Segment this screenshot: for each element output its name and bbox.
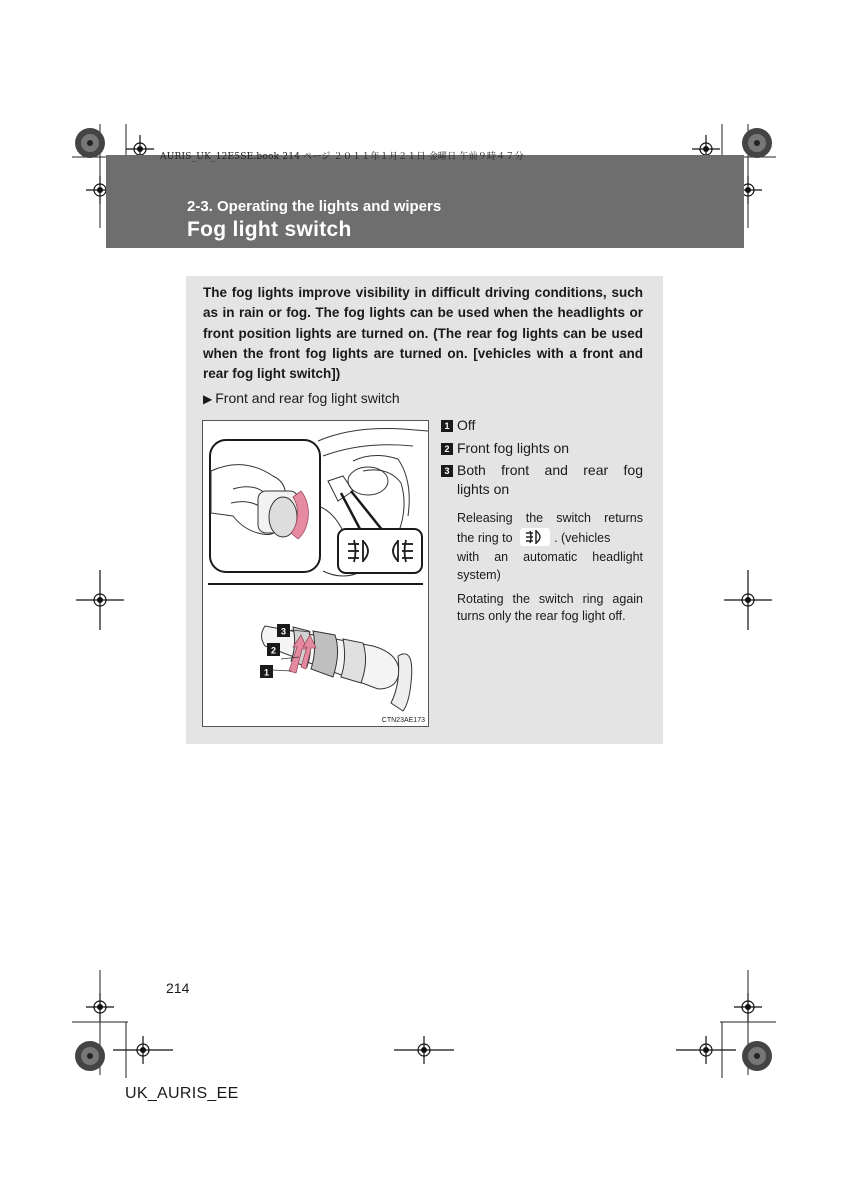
- release-note-text-b: . (vehicles: [554, 531, 611, 545]
- page-number: 214: [166, 980, 190, 996]
- release-note-line-1: Releasing the switch returns: [457, 511, 643, 525]
- release-note-line-3: with an automatic headlight: [457, 550, 643, 564]
- callout-2: 2: [270, 645, 277, 656]
- position-label: Both front and rear fog: [457, 462, 643, 478]
- position-label-cont: lights on: [457, 481, 510, 497]
- variant-label: Front and rear fog light switch: [215, 390, 400, 406]
- callout-3: 3: [280, 626, 287, 637]
- release-note-line-4: system): [457, 568, 501, 582]
- front-fog-light-icon: [520, 528, 550, 546]
- print-info: AURIS_UK_12E5SE.book 214 ページ ２０１１年１月２１日 金曜日 午前９時４７分: [160, 152, 524, 162]
- fog-switch-illustration: [202, 420, 429, 727]
- callout-1: 1: [263, 667, 270, 678]
- release-note-text-a: the ring to: [457, 531, 513, 545]
- illustration-code: CTN23AE173: [381, 717, 425, 724]
- rotate-note-line-1: Rotating the switch ring again: [457, 592, 643, 606]
- position-item-off: [441, 417, 643, 433]
- release-note-line-2: [457, 528, 643, 548]
- intro-paragraph: The fog lights improve visibility in difficult driving conditions, such as in rain or fog. The fog lights can be used when the headlights or front position lights are turned on. (The rear fog lights can be used when the front fog lights are turned on. [vehicles with a front and rear fog light switch]): [203, 285, 643, 382]
- triangle-bullet-icon: ▶: [203, 392, 213, 406]
- variant-heading: [203, 390, 400, 406]
- position-label: Front fog lights on: [457, 440, 570, 456]
- rotate-note-line-2: turns only the rear fog light off.: [457, 609, 626, 623]
- position-label: Off: [457, 417, 476, 433]
- number-badge: 3: [441, 465, 453, 477]
- position-item-front: [441, 440, 643, 456]
- number-badge: 2: [441, 443, 453, 455]
- position-item-both: [441, 462, 643, 478]
- number-badge: 1: [441, 420, 453, 432]
- illustration-drawing: [203, 421, 428, 726]
- section-label: 2-3. Operating the lights and wipers: [187, 198, 442, 215]
- document-code: UK_AURIS_EE: [125, 1085, 239, 1102]
- page-title: Fog light switch: [187, 218, 352, 241]
